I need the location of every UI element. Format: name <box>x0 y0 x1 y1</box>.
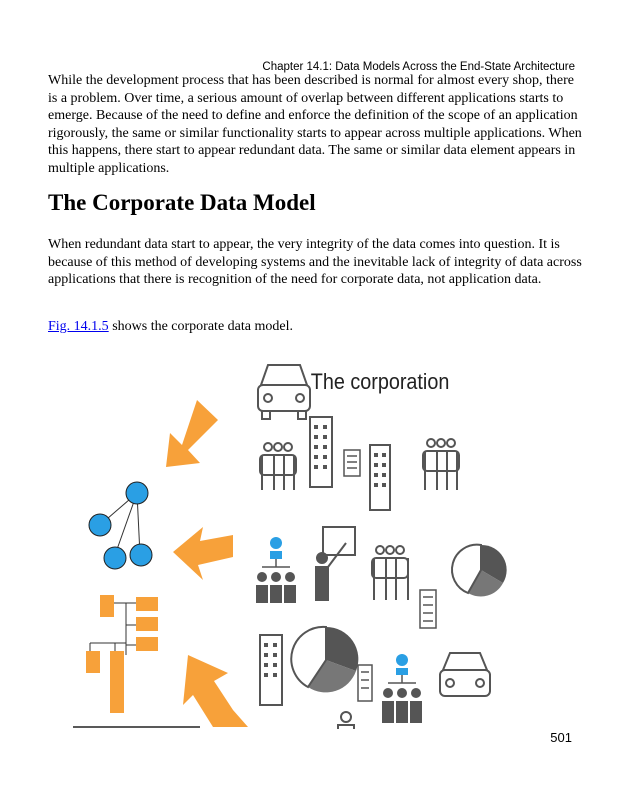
paragraph-figure-reference <box>48 318 583 336</box>
pie-chart-icon <box>291 627 358 693</box>
car-icon <box>258 365 310 419</box>
figure-corporation-label: The corporation <box>310 370 450 395</box>
building-icon <box>260 635 282 705</box>
figure-reference-link[interactable]: Fig. 14.1.5 <box>48 319 109 334</box>
paragraph-redundant-data: When redundant data start to appear, the very integrity of the data comes into question. It is because of this method of developing systems and the inevitable lack of integrity of data across applications that there is recognition of the need for corporate data, not application data. <box>48 237 582 287</box>
org-chart <box>86 595 158 713</box>
network-diagram <box>89 482 152 569</box>
arrow-upper <box>166 400 218 467</box>
document-icon <box>358 665 372 701</box>
people-group-icon <box>260 443 296 490</box>
pie-chart-icon <box>452 545 507 597</box>
page-number: 501 <box>550 730 572 745</box>
people-group-icon <box>372 546 408 600</box>
hierarchy-icon <box>382 654 422 723</box>
presenter-icon <box>316 527 355 600</box>
arrow-lower <box>183 655 248 727</box>
document-icon <box>344 450 360 476</box>
figure-reference-text: shows the corporate data model. <box>108 319 293 334</box>
people-group-icon <box>338 712 354 729</box>
paragraph-overlap: While the development process that has been described is normal for almost every shop, there is a problem. Over time, a serious amount of overlap between different applications starts to emerge. Because of the need to define and enforce the definition of the scope of an application rigorously, the same or similar functionality starts to appear across multiple applications. When this happens, there start to appear redundant data. The same or similar data element appears in multiple applications. <box>48 73 582 176</box>
building-icon <box>370 445 390 510</box>
car-icon <box>440 653 490 696</box>
running-header: Chapter 14.1: Data Models Across the End-State Architecture <box>262 61 575 73</box>
arrow-middle <box>173 527 233 580</box>
hierarchy-icon <box>256 537 296 603</box>
section-heading: The Corporate Data Model <box>48 190 316 215</box>
building-icon <box>310 417 332 487</box>
corporate-data-model-figure <box>48 355 548 729</box>
people-group-icon <box>423 439 459 490</box>
document-icon <box>420 590 436 628</box>
